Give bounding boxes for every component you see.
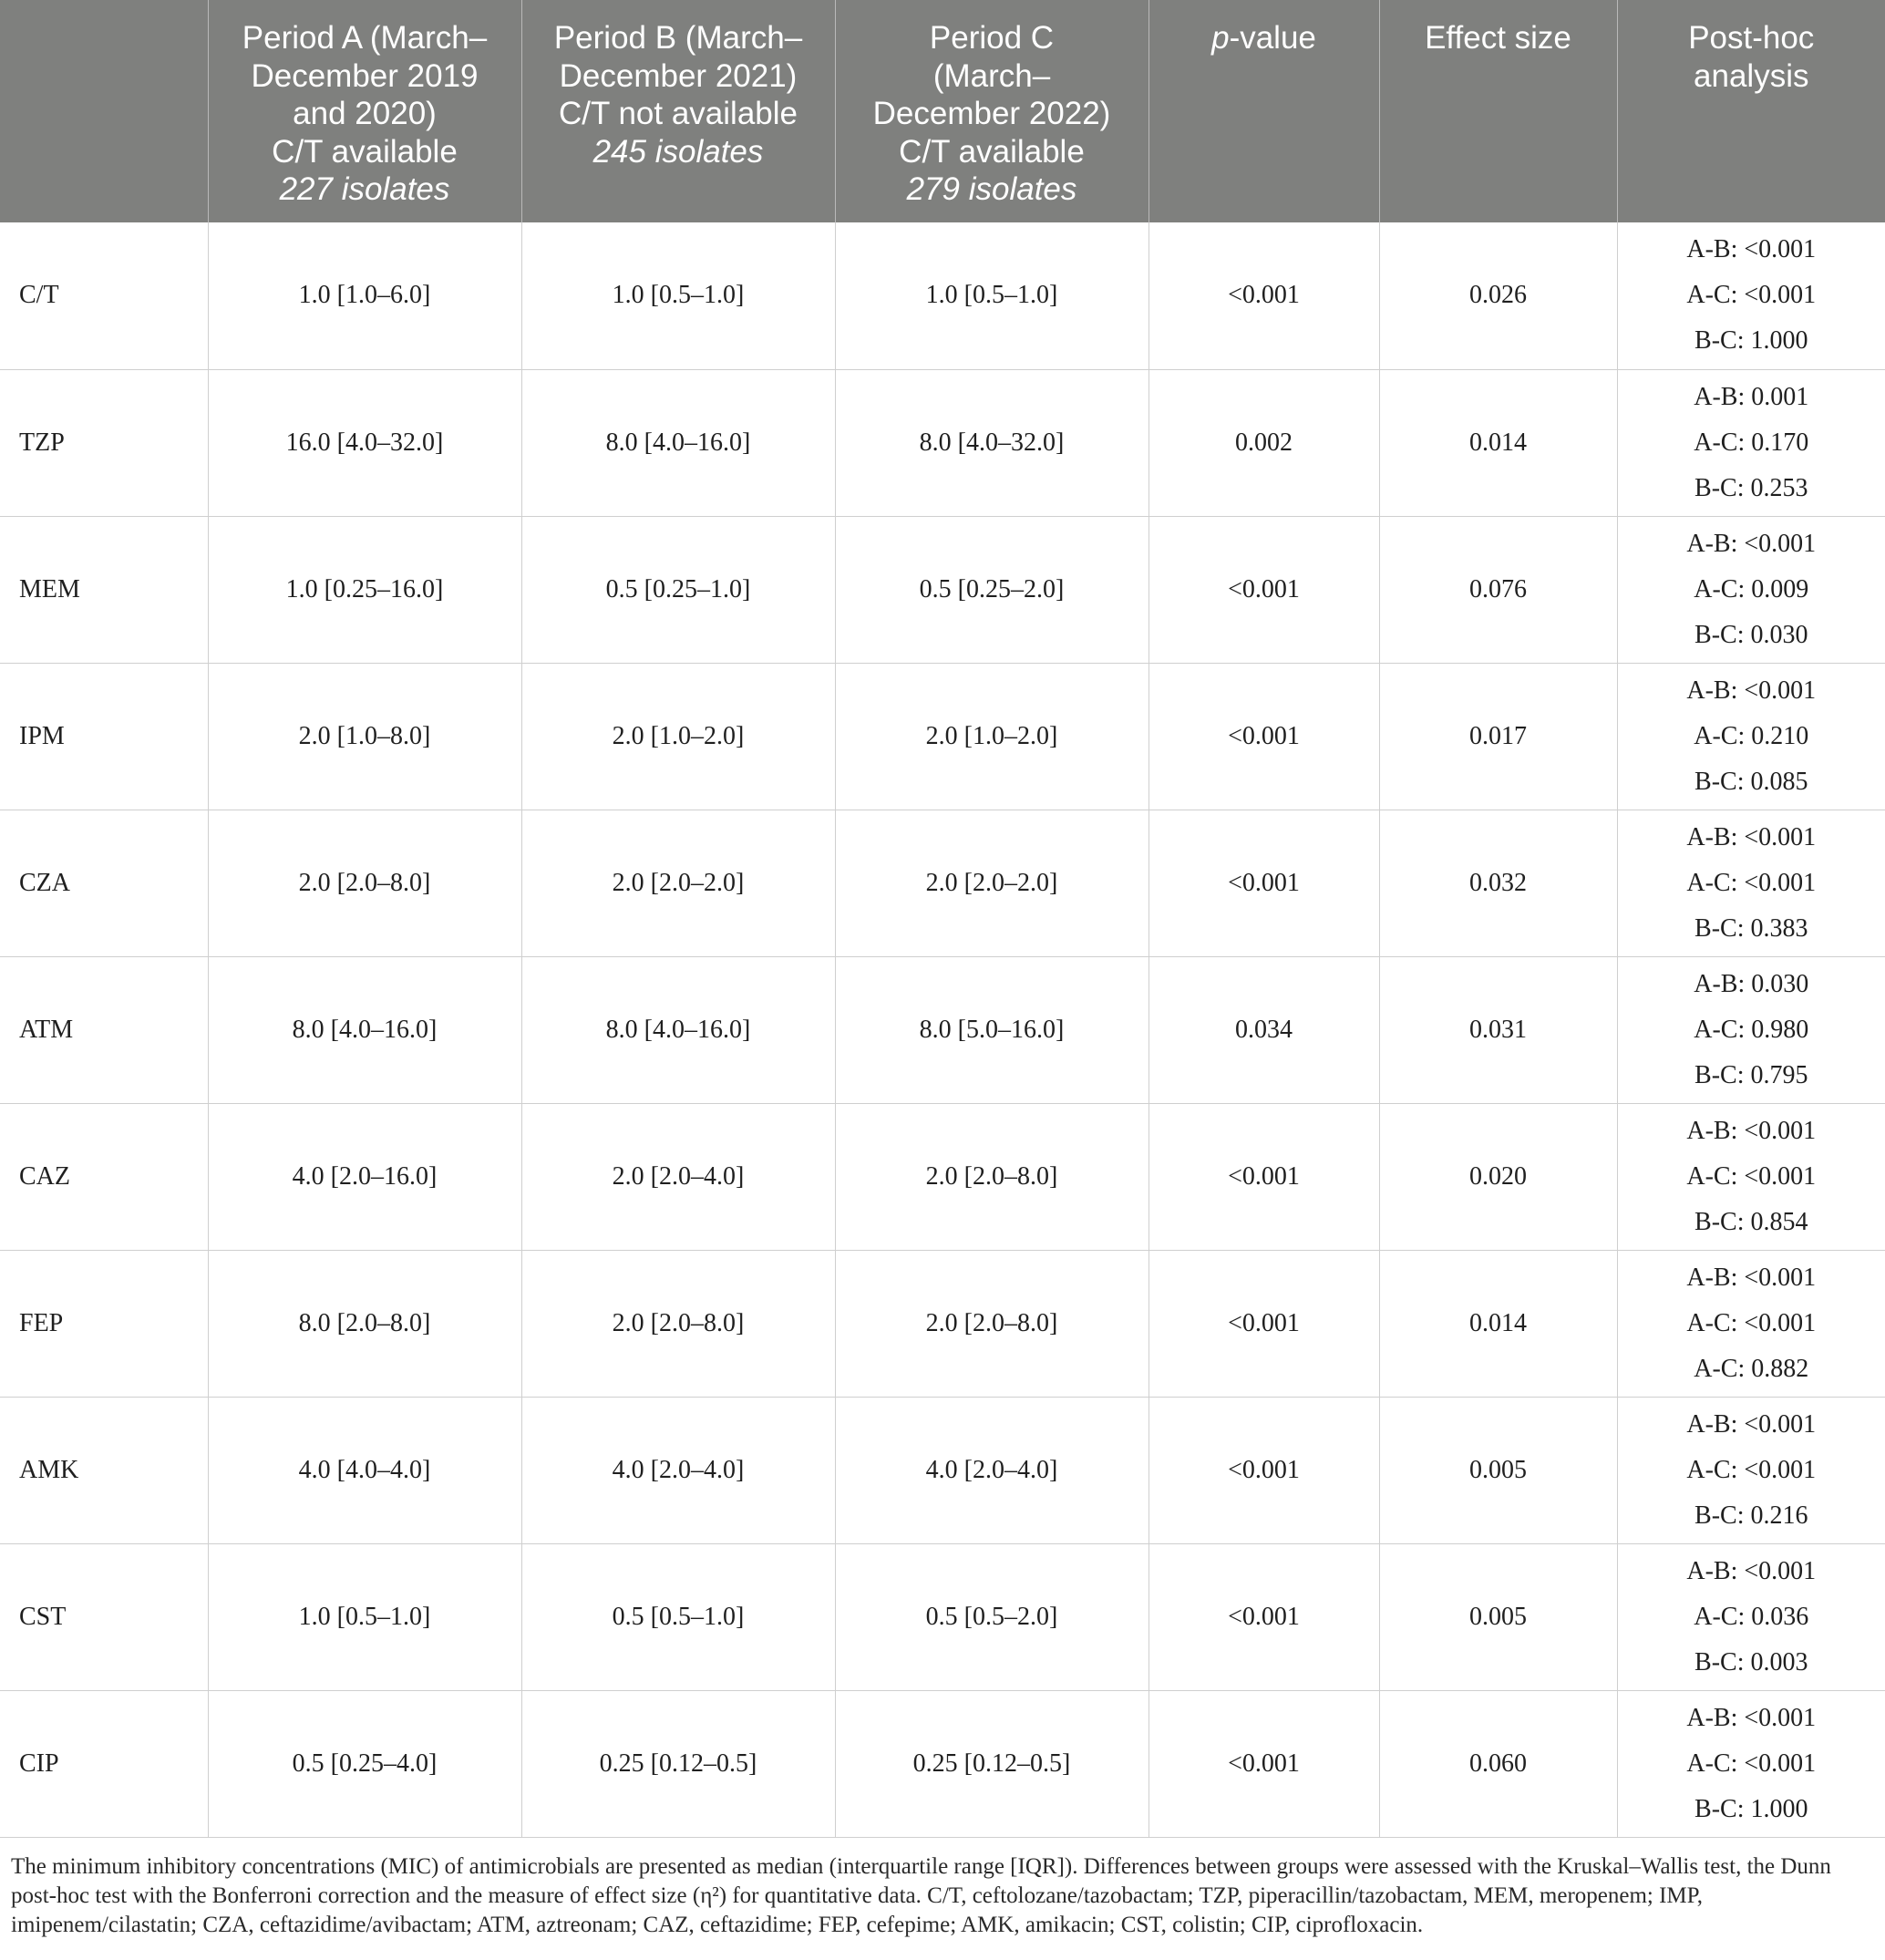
p-value-cell: <0.001 (1149, 222, 1379, 369)
table-body (0, 222, 1885, 1837)
post-hoc-comparison: A-C: 0.036 (1694, 1602, 1809, 1631)
period-a-mic-cell: 4.0 [4.0–4.0] (208, 1397, 521, 1543)
period-b-mic-cell: 8.0 [4.0–16.0] (521, 369, 835, 516)
period-a-mic-cell: 1.0 [0.5–1.0] (208, 1543, 521, 1690)
period-c-mic-cell: 0.5 [0.5–2.0] (835, 1543, 1149, 1690)
effect-size-cell: 0.031 (1379, 956, 1617, 1103)
post-hoc-cell (1617, 516, 1885, 663)
header-period-c-line: (March– (932, 57, 1051, 94)
drug-name-cell: CST (0, 1543, 208, 1690)
post-hoc-comparison: A-C: <0.001 (1686, 1161, 1817, 1191)
p-value-cell: <0.001 (1149, 1397, 1379, 1543)
effect-size-cell: 0.026 (1379, 222, 1617, 369)
post-hoc-comparison: B-C: 0.216 (1694, 1501, 1808, 1530)
header-period-c-isolates: 279 isolates (906, 171, 1077, 207)
drug-name-cell: MEM (0, 516, 208, 663)
table-row (0, 1690, 1885, 1837)
table-row (0, 1543, 1885, 1690)
effect-size-cell: 0.005 (1379, 1397, 1617, 1543)
post-hoc-comparison: A-B: <0.001 (1686, 1556, 1817, 1585)
period-a-mic-cell: 1.0 [1.0–6.0] (208, 222, 521, 369)
post-hoc-cell (1617, 663, 1885, 810)
post-hoc-comparison: B-C: 0.795 (1694, 1060, 1808, 1089)
header-post-hoc-line: analysis (1694, 57, 1809, 94)
drug-name-cell: CAZ (0, 1103, 208, 1250)
header-period-a-line: and 2020) (293, 96, 437, 131)
header-period-b (521, 0, 835, 222)
period-c-mic-cell: 2.0 [2.0–2.0] (835, 810, 1149, 956)
header-period-a-line: December 2019 (251, 57, 479, 94)
header-period-a-line: C/T available (272, 133, 458, 170)
post-hoc-cell (1617, 1103, 1885, 1250)
header-period-b-line: Period B (March– (553, 20, 803, 56)
post-hoc-cell (1617, 1250, 1885, 1397)
table-row (0, 663, 1885, 810)
p-value-cell: <0.001 (1149, 663, 1379, 810)
post-hoc-comparison: A-B: <0.001 (1686, 529, 1817, 558)
effect-size-cell: 0.005 (1379, 1543, 1617, 1690)
period-c-mic-cell: 2.0 [2.0–8.0] (835, 1103, 1149, 1250)
period-a-mic-cell: 2.0 [1.0–8.0] (208, 663, 521, 810)
p-value-cell: <0.001 (1149, 1103, 1379, 1250)
header-post-hoc (1617, 0, 1885, 222)
header-effect-size: Effect size (1379, 0, 1617, 222)
period-b-mic-cell: 0.5 [0.25–1.0] (521, 516, 835, 663)
header-period-a (208, 0, 521, 222)
post-hoc-comparison: A-C: 0.170 (1694, 428, 1809, 457)
period-a-mic-cell: 16.0 [4.0–32.0] (208, 369, 521, 516)
header-period-c-line: Period C (929, 20, 1055, 56)
table-header (0, 0, 1885, 222)
period-c-mic-cell: 0.25 [0.12–0.5] (835, 1690, 1149, 1837)
post-hoc-comparison: A-B: <0.001 (1686, 1409, 1817, 1439)
post-hoc-comparison: A-B: 0.001 (1694, 382, 1809, 411)
drug-name-cell: CZA (0, 810, 208, 956)
post-hoc-comparison: B-C: 0.383 (1694, 913, 1808, 943)
post-hoc-cell (1617, 956, 1885, 1103)
post-hoc-comparison: B-C: 0.003 (1694, 1647, 1808, 1676)
period-b-mic-cell: 1.0 [0.5–1.0] (521, 222, 835, 369)
table-row (0, 1103, 1885, 1250)
period-a-mic-cell: 4.0 [2.0–16.0] (208, 1103, 521, 1250)
period-c-mic-cell: 8.0 [5.0–16.0] (835, 956, 1149, 1103)
p-value-cell: <0.001 (1149, 1543, 1379, 1690)
period-b-mic-cell: 2.0 [2.0–8.0] (521, 1250, 835, 1397)
header-p-value (1149, 0, 1379, 222)
p-value-cell: 0.002 (1149, 369, 1379, 516)
post-hoc-comparison: A-C: <0.001 (1686, 1749, 1817, 1778)
header-drug-column (0, 0, 208, 222)
post-hoc-cell (1617, 369, 1885, 516)
period-a-mic-cell: 2.0 [2.0–8.0] (208, 810, 521, 956)
table-row (0, 369, 1885, 516)
period-b-mic-cell: 0.25 [0.12–0.5] (521, 1690, 835, 1837)
post-hoc-comparison: A-C: 0.210 (1694, 721, 1809, 750)
effect-size-cell: 0.060 (1379, 1690, 1617, 1837)
drug-name-cell: IPM (0, 663, 208, 810)
post-hoc-cell (1617, 1690, 1885, 1837)
post-hoc-cell (1617, 810, 1885, 956)
post-hoc-comparison: A-C: <0.001 (1686, 281, 1817, 310)
drug-name-cell: AMK (0, 1397, 208, 1543)
post-hoc-comparison: A-C: 0.882 (1694, 1354, 1809, 1383)
post-hoc-comparison: A-C: <0.001 (1686, 1308, 1817, 1337)
period-b-mic-cell: 2.0 [2.0–2.0] (521, 810, 835, 956)
period-c-mic-cell: 0.5 [0.25–2.0] (835, 516, 1149, 663)
period-b-mic-cell: 0.5 [0.5–1.0] (521, 1543, 835, 1690)
period-a-mic-cell: 1.0 [0.25–16.0] (208, 516, 521, 663)
post-hoc-comparison: B-C: 0.030 (1694, 620, 1808, 649)
header-post-hoc-line: Post-hoc (1688, 20, 1815, 56)
period-c-mic-cell: 8.0 [4.0–32.0] (835, 369, 1149, 516)
drug-name-cell: CIP (0, 1690, 208, 1837)
period-b-mic-cell: 4.0 [2.0–4.0] (521, 1397, 835, 1543)
table-row (0, 1397, 1885, 1543)
effect-size-cell: 0.014 (1379, 369, 1617, 516)
period-b-mic-cell: 2.0 [1.0–2.0] (521, 663, 835, 810)
header-period-c (835, 0, 1149, 222)
post-hoc-comparison: A-C: 0.009 (1694, 574, 1809, 603)
drug-name-cell: C/T (0, 222, 208, 369)
period-b-mic-cell: 8.0 [4.0–16.0] (521, 956, 835, 1103)
header-period-b-line: December 2021) (559, 57, 798, 94)
post-hoc-comparison: A-B: <0.001 (1686, 235, 1817, 264)
post-hoc-comparison: B-C: 0.854 (1694, 1207, 1808, 1236)
period-a-mic-cell: 8.0 [2.0–8.0] (208, 1250, 521, 1397)
post-hoc-comparison: A-B: <0.001 (1686, 1263, 1817, 1292)
header-period-c-line: C/T available (899, 133, 1085, 170)
drug-name-cell: FEP (0, 1250, 208, 1397)
effect-size-cell: 0.020 (1379, 1103, 1617, 1250)
period-c-mic-cell: 1.0 [0.5–1.0] (835, 222, 1149, 369)
p-value-cell: <0.001 (1149, 1690, 1379, 1837)
post-hoc-comparison: B-C: 0.085 (1694, 767, 1808, 796)
post-hoc-cell (1617, 222, 1885, 369)
table-row (0, 222, 1885, 369)
post-hoc-cell (1617, 1397, 1885, 1543)
table-row (0, 956, 1885, 1103)
effect-size-cell: 0.076 (1379, 516, 1617, 663)
p-value-cell: <0.001 (1149, 516, 1379, 663)
header-p-italic: p (1211, 20, 1230, 56)
post-hoc-comparison: B-C: 1.000 (1694, 1794, 1808, 1823)
header-period-c-line: December 2022) (872, 96, 1111, 131)
period-a-mic-cell: 0.5 [0.25–4.0] (208, 1690, 521, 1837)
drug-name-cell: TZP (0, 369, 208, 516)
post-hoc-comparison: A-B: <0.001 (1686, 822, 1817, 851)
period-a-mic-cell: 8.0 [4.0–16.0] (208, 956, 521, 1103)
period-c-mic-cell: 2.0 [2.0–8.0] (835, 1250, 1149, 1397)
p-value-cell: <0.001 (1149, 810, 1379, 956)
effect-size-cell: 0.032 (1379, 810, 1617, 956)
effect-size-cell: 0.014 (1379, 1250, 1617, 1397)
period-c-mic-cell: 2.0 [1.0–2.0] (835, 663, 1149, 810)
header-period-b-line: C/T not available (558, 96, 798, 131)
p-value-cell: <0.001 (1149, 1250, 1379, 1397)
post-hoc-comparison: A-B: <0.001 (1686, 676, 1817, 705)
post-hoc-cell (1617, 1543, 1885, 1690)
post-hoc-comparison: A-B: <0.001 (1686, 1703, 1817, 1732)
table-row (0, 1250, 1885, 1397)
post-hoc-comparison: B-C: 0.253 (1694, 473, 1808, 502)
p-value-cell: 0.034 (1149, 956, 1379, 1103)
table-row (0, 516, 1885, 663)
post-hoc-comparison: A-B: <0.001 (1686, 1116, 1817, 1145)
period-b-mic-cell: 2.0 [2.0–4.0] (521, 1103, 835, 1250)
effect-size-cell: 0.017 (1379, 663, 1617, 810)
header-period-a-isolates: 227 isolates (279, 171, 450, 207)
table-row (0, 810, 1885, 956)
post-hoc-comparison: A-C: <0.001 (1686, 1455, 1817, 1484)
period-c-mic-cell: 4.0 [2.0–4.0] (835, 1397, 1149, 1543)
header-period-b-isolates: 245 isolates (592, 133, 764, 170)
header-p-rest: -value (1229, 20, 1316, 56)
table-footnote: The minimum inhibitory concentrations (MIC) of antimicrobials are presented as median (interquartile range [IQR]). Differences between groups were assessed with the Kruskal–Wallis test, the Dunn post-hoc test with the Bonferroni correction and the measure of effect size (η²) for quantitative data. C/T, ceftolozane/tazobactam; TZP, piperacillin/tazobactam, MEM, meropenem; IMP, imipenem/cilastatin; CZA, ceftazidime/avibactam; ATM, aztreonam; CAZ, ceftazidime; FEP, cefepime; AMK, amikacin; CST, colistin; CIP, ciprofloxacin. (11, 1853, 1831, 1937)
post-hoc-comparison: A-B: 0.030 (1694, 969, 1809, 998)
header-period-a-line: Period A (March– (242, 20, 488, 56)
drug-name-cell: ATM (0, 956, 208, 1103)
post-hoc-comparison: B-C: 1.000 (1694, 326, 1808, 356)
post-hoc-comparison: A-C: 0.980 (1694, 1015, 1809, 1044)
post-hoc-comparison: A-C: <0.001 (1686, 868, 1817, 897)
header-row (0, 0, 1885, 222)
